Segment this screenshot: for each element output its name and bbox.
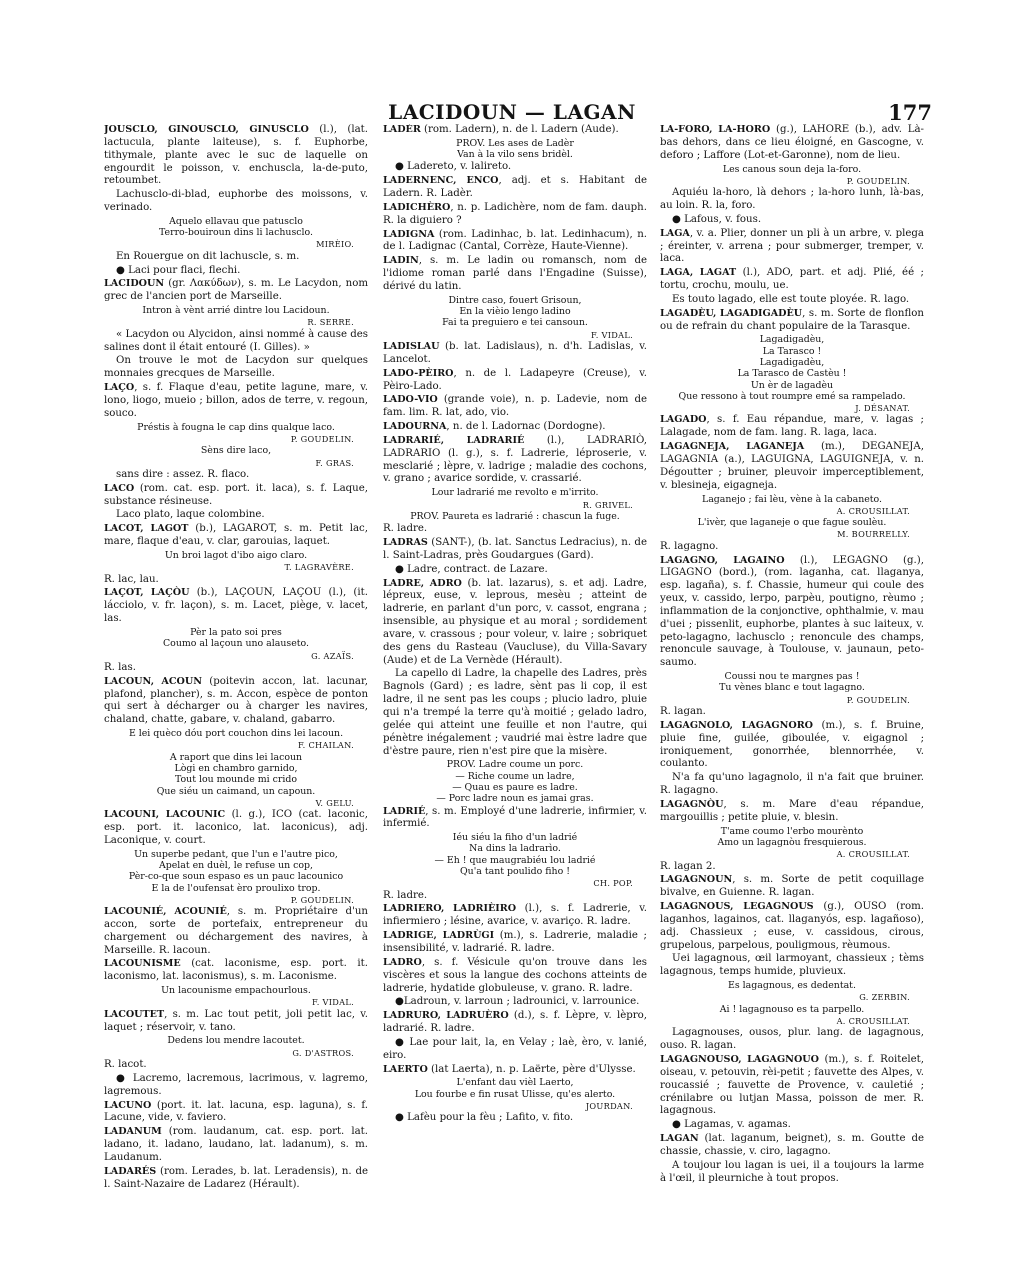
dictionary-entry [383,996,647,1009]
quotation: L'ivèr, que laganeje o que fague soulèu. [697,517,887,529]
entry-headword: LADRIERO, LADRIÈIRO [383,903,517,915]
quotation-author: P. GOUDELIN. [290,894,354,905]
entry-headword: LADIGNA [383,228,435,240]
entry-headword: LAGAN [660,1133,699,1145]
entry-text: ● Lagamas, v. agamas. [672,1119,791,1131]
quotation: Pèr la pato soi pres Coumo al laçoun uno alauseto. [163,626,309,650]
dictionary-entry [383,537,647,563]
dictionary-entry [383,903,647,929]
entry-text: , n. de l. Ladornac (Dordogne). [446,421,606,433]
entry-text: (rom. Lerades, b. lat. Leradensis), n. de l. Saint-Nazaire de Ladarez (Hérault). [104,1165,368,1190]
dictionary-entry [104,1166,368,1192]
dictionary-entry [104,587,368,626]
dictionary-entry [383,1037,647,1063]
quotation-author: R. GRIVEL. [582,499,633,510]
entry-text: ● Lae pour lait, la, en Velay ; laè, èro, v. lanié, eiro. [383,1036,647,1061]
entry-headword: LADARÉS [104,1165,157,1177]
quotation: L'enfant dau vièl Laerto, Lou fourbe e fin rusat Ulisse, qu'es alerto. [414,1077,616,1100]
entry-text: On trouve le mot de Lacydon sur quelques monnaies grecques de Marseille. [104,355,368,380]
entry-headword: LAGAGNOUSO, LAGAGNOUO [660,1054,820,1066]
quotation-author: CH. POP. [593,878,633,889]
entry-headword: LADRIÉ [383,805,426,817]
entry-text: (port. it. lat. lacuna, esp. laguna), s. f. Lacune, vide, v. faviero. [104,1099,368,1124]
dictionary-entry [660,555,924,671]
dictionary-entry [104,1073,368,1099]
entry-text: (m.), s. f. Roitelet, oiseau, v. petouvin, rèi-petit ; fauvette des Alpes, v. roucassié ; fauvette de Provence, v. cauletié ; crénilabre ou lutjan Massa, poisson de mer. R. lagagnous. [660,1054,924,1117]
entry-text: , n. de l. Ladapeyre (Creuse), v. Pèiro-Lado. [383,367,647,392]
quotation: Coussi nou te margnes pas ! Tu vènes blanc e tout lagagno. [719,671,865,694]
dictionary-entry [660,214,924,227]
dictionary-entry [660,228,924,267]
entry-text: Aquiéu la-horo, là dehors ; la-horo lunh, là-bas, au loin. R. la, foro. [660,187,924,211]
entry-text: (l.), LADRARIÒ, LADRARIO (l. g.), s. f. Ladrerie, léproserie, v. mesclarié ; lèpre, v. ladrige ; maladie des cochons, v. grano ; avarice sordide, v. crassarié. [383,434,647,485]
entry-headword: LAERTO [383,1063,428,1075]
entry-headword: LA-FORO, LA-HORO [660,124,771,135]
quotation: PROV. Ladre coume un porc. — Riche coume un ladre, — Quau es paure es ladre. — Porc ladre noun es jamai gras. [436,759,594,805]
entry-headword: LADANUM [104,1126,162,1138]
dictionary-entry [660,799,924,825]
entry-text: (b. lat. lazarus), s. et adj. Ladre, lépreux, euse, v. leprous, mesèu ; atteint de ladrerie, en parlant d'un porc, v. cassot, engrana ; insensible, au physique et au moral ; sordidement avare, v. crassous ; pour voleur, v. laire ; sobriquet des gens du Rasteau (Vaucluse), du Villa-Savary (Aude) et de La Vernède (Hérault). [383,577,647,666]
quotation-author: A. CROUSILLAT. [836,1016,910,1027]
entry-text: (rom. cat. esp. port. it. laca), s. f. Laque, substance résineuse. [104,482,368,507]
dictionary-entry [660,414,924,440]
dictionary-entry [104,1009,368,1035]
quotation: Sèns dire laco, [200,445,272,457]
entry-text: (rom. laudanum, cat. esp. port. lat. ladano, it. ladano, laudano, lat. ladanum), s. m. Laudanum. [104,1126,368,1163]
quotation: Lour ladrarié me revolto e m'irrito. [431,487,599,499]
quotation: Aquelo ellavau que patusclo Terro-bouiroun dins li lachusclo. [159,215,313,239]
entry-headword: LAGAGNO, LAGAINO [660,554,785,566]
quotation-author: F. VIDAL. [312,997,354,1008]
entry-headword: LACO [104,482,135,494]
dictionary-entry [104,958,368,984]
quotation: Les canous soun deja la-foro. [722,163,862,175]
entry-headword: LADRIGE, LADRÙGI [383,930,495,942]
entry-text: sans dire : assez. R. flaco. [116,468,250,480]
entry-text: (b.), LAGAROT, s. m. Petit lac, mare, flaque d'eau, v. clar, garouias, laquet. [104,523,368,548]
dictionary-entry [660,267,924,293]
entry-text: (m.), DEGANEJA, LAGAGNIA (a.), LAGUIGNA, LAGUIGNEJA, v. n. Dégoutter ; bruiner, pleuvoir imperceptiblement, v. blesineja, eigagneja. [660,441,924,491]
entry-text: (d.), s. f. Lèpre, v. lèpro, ladrarié. R. ladre. [383,1010,647,1035]
entry-text: (rom. Ladern), n. de l. Ladern (Aude). [420,124,619,135]
quotation: Intron à vènt arrié dintre lou Lacidoun. [142,305,330,317]
dictionary-entry [383,255,647,294]
entry-text: (l.), ADO, part. et adj. Plié, éé ; tortu, crochu, moulu, ue. [660,267,924,292]
entry-headword: LAGAGNOLO, LAGAGNORO [660,719,814,731]
etymology-reference: R. lacot. [104,1059,147,1071]
dictionary-entry [383,435,647,486]
etymology-reference: R. lac, lau. [104,573,159,585]
entry-text: (b. lat. Ladislaus), n. d'h. Ladislas, v. Lancelot. [383,341,647,365]
entry-headword: LADRE, ADRO [383,577,462,589]
entry-headword: LAGA [660,227,690,239]
dictionary-entry [383,202,647,228]
quotation-author: JOURDAN. [585,1101,633,1112]
running-head: LACIDOUN — LAGAN [388,100,636,124]
quotation: Un lacounisme empachourlous. [161,985,311,997]
quotation-author: F. GRAS. [315,457,354,468]
entry-text: , s. m. Propriétaire d'un accon, sorte de portefaix, entrepreneur du chargement ou déchargement des navires, à Marseille. R. lacoun. [104,906,368,956]
entry-text: (SANT-), (b. lat. Sanctus Ledracius), n. de l. Saint-Ladras, près Goudargues (Gard). [383,537,647,561]
entry-text: ● Lafèu pour la fèu ; Lafito, v. fito. [395,1112,574,1124]
dictionary-entry [104,265,368,278]
entry-text: , s. m. Employé d'une ladrerie, infirmier, v. infermié. [383,805,647,830]
quotation: Dedens lou mendre lacoutet. [167,1035,305,1047]
entry-headword: LADO-PÈIRO [383,367,454,379]
entry-headword: LADICHÈRO [383,201,451,213]
entry-headword: LADO-VIO [383,394,438,406]
dictionary-entry [383,368,647,394]
quotation: Dintre caso, fouert Grisoun, En la vièio lengo ladino Fai ta preguiero e tei cansoun. [442,294,588,329]
entry-headword: LADIN [383,255,419,267]
entry-text: (l.), s. f. Ladrerie, v. infiermiero ; lésine, avarice, v. avariço. R. ladre. [383,903,647,928]
entry-headword: LAÇO [104,382,135,394]
entry-text: (l. g.), ICO (cat. laconic, esp. port. it. laconico, lat. laconicus), adj. Laconique, v. court. [104,809,368,846]
entry-text: En Rouergue on dit lachuscle, s. m. [116,250,300,262]
dictionary-entry [660,308,924,334]
entry-text: (m.), s. f. Bruine, pluie fine, guilée, giboulée, v. eigagnol ; ironiquement, gonorrhée, blennorrhée, v. coulanto. [660,719,924,770]
quotation-author: F. VIDAL. [591,329,633,340]
entry-headword: LAGADO [660,414,707,426]
quotation: Ai ! lagagnouso es ta parpello. [719,1003,865,1015]
etymology-reference: R. lagan. [660,706,706,718]
quotation-author: P. GOUDELIN. [290,433,354,444]
quotation: Préstis à fougna le cap dins qualque laco. [137,421,335,433]
entry-text: (lat Laerta), n. p. Laërte, père d'Ulysse. [427,1063,636,1075]
entry-headword: LADRAS [383,537,428,549]
quotation: Un broi lagot d'ibo aigo claro. [164,549,308,561]
entry-text: Laco plato, laque colombine. [116,509,265,521]
entry-headword: LAGAGNOUS, LEGAGNOUS [660,901,814,913]
etymology-reference: R. ladre. [383,523,428,535]
dictionary-entry [104,676,368,727]
dictionary-entry [660,124,924,163]
entry-text: ● Laci pour flaci, flechi. [116,264,241,276]
entry-text: (g.), OUSO (rom. laganhos, lagainos, cat. llaganyós, esp. lagañoso), adj. Chassieux ; euse, v. cassidous, cirous, grupelous, parpelous, pouligmous, rèumous. [660,901,924,951]
dictionary-entry [660,772,924,798]
entry-text: N'a fa qu'uno lagagnolo, il n'a fait que bruiner. R. lagagno. [660,772,924,797]
quotation: A raport que dins lei lacoun Lògi en chambro garnido, Tout lou mounde mi crido Que siéu un caimand, un capoun. [156,751,316,797]
entry-text: (l.), (lat. lactucula, plante laiteuse), s. f. Euphorbe, tithymale, plante avec le suc de laquelle on engourdit le poisson, v. enchuscla, la-de-puto, retoumbet. [104,124,368,187]
entry-headword: LADRARIÉ, LADRARIÉ [383,434,525,446]
quotation-author: P. GOUDELIN. [846,175,910,186]
entry-text: (lat. laganum, beignet), s. m. Goutte de chassie, chassie, v. ciro, lagagno. [660,1133,924,1157]
etymology-reference: R. las. [104,661,136,673]
dictionary-entry [383,161,647,174]
etymology-reference: R. ladre. [383,889,428,901]
dictionary-entry [660,1054,924,1118]
dictionary-entry [660,1119,924,1132]
entry-headword: LAGAGNEJA, LAGANEJA [660,441,805,453]
entry-headword: LAGAGNOUN [660,874,733,886]
column-middle [383,124,647,1224]
entry-text: (cat. laconisme, esp. port. it. laconismo, lat. laconismus), s. m. Laconisme. [104,958,368,983]
dictionary-entry [660,294,924,307]
entry-text: A toujour lou lagan is uei, il a toujours la larme à l'œil, il pleurniche à tout propos. [660,1159,924,1184]
entry-text: (rom. Ladinhac, b. lat. Ledinhacum), n. de l. Ladignac (Cantal, Corrèze, Haute-Vienne). [383,228,647,253]
entry-headword: JOUSCLO, GINOUSCLO, GINUSCLO [104,124,309,135]
entry-text: , s. f. Vésicule qu'on trouve dans les viscères et sous la langue des cochons atteints de ladrerie, hydatide globuleuse, v. grano. R. ladre. [383,956,647,994]
dictionary-entry [660,1027,924,1053]
dictionary-entry [104,329,368,355]
quotation: E lei quèco dóu port couchon dins lei lacoun. [128,728,344,740]
quotation-author: G. ZERBIN. [859,992,910,1003]
dictionary-entry [104,906,368,957]
etymology-reference: R. lagagno. [660,540,719,552]
dictionary-entry [383,564,647,577]
entry-text: (grande voie), n. p. Ladevie, nom de fam. lim. R. lat, ado, vio. [383,394,647,419]
entry-headword: LACOUTET [104,1008,165,1020]
entry-headword: LACOUN, ACOUN [104,675,202,687]
quotation: Iéu siéu la fiho d'un ladrié Na dins la ladrarìo. — Eh ! que maugrabiéu lou ladrié Qu'a tant poulido fiho ! [434,832,596,878]
entry-headword: LAGAGNÒU [660,798,724,810]
dictionary-entry [383,421,647,434]
dictionary-entry [660,720,924,771]
quotation-author: R. SERRE. [307,317,354,328]
dictionary-entry [383,1064,647,1077]
entry-text: (b.), LAÇOUN, LAÇOU (l.), (it. lácciolo, v. fr. laçon), s. m. Lacet, piège, v. lacet, las. [104,587,368,625]
entry-text: (l.), LEGAGNO (g.), LIGAGNO (bord.), (rom. laganha, cat. llaganya, esp. lagaña), s. f. Chassie, humeur qui coule des yeux, v. cassido, lerpo, parpèu, poutigno, rèumo ; inflammation de la conjonctive, ophthalmie, v. mau d'uei ; pissenlit, euphorbe, plantes à suc laiteux, v. peto-lagagno, lachusclo ; renoncule des champs, renoncule sauvage, à Toulouse, v. jaunaun, peto-saumo. [660,554,924,669]
quotation: Laganejo ; fai lèu, vène à la cabaneto. [701,493,883,505]
entry-headword: LADERNENC, ENCO [383,175,499,187]
dictionary-entry [383,124,647,137]
dictionary-entry [104,509,368,522]
dictionary-entry [104,469,368,482]
entry-headword: LADRO [383,956,422,968]
entry-text: (gr. Λακύδων), s. m. Le Lacydon, nom grec de l'ancien port de Marseille. [104,278,368,303]
quotation-author: T. LAGRAVÈRE. [284,562,354,573]
dictionary-entry [104,809,368,848]
dictionary-entry [660,1160,924,1186]
entry-text: , s. m. Mare d'eau répandue, margouillis ; petite pluie, v. blesin. [660,798,924,823]
entry-text: , s. m. Sorte de flonflon ou de refrain du chant populaire de la Tarasque. [660,307,924,332]
dictionary-entry [383,341,647,367]
dictionary-entry [660,874,924,900]
entry-text: Es touto lagado, elle est toute ployée. R. lago. [672,293,910,305]
entry-text: ● Ladre, contract. de Lazare. [395,563,548,575]
quotation: T'ame coumo l'erbo mourènto Amo un lagagnòu fresquierous. [717,825,867,848]
dictionary-entry [104,189,368,215]
entry-text: (g.), LAHORE (b.), adv. Là-bas dehors, dans ce lieu éloigné, en Gascogne, v. deforo ; Laffore (Lot-et-Garonne), nom de lieu. [660,124,924,161]
dictionary-entry [104,355,368,381]
entry-text: , s. m. Le ladin ou romansch, nom de l'idiome roman parlé dans l'Engadine (Suisse), dérivé du latin. [383,255,647,292]
entry-headword: LAÇOT, LAÇÒU [104,587,190,599]
entry-text: ● Lafous, v. fous. [672,213,762,225]
entry-headword: LAGADÈU, LAGADIGADÈU [660,307,803,319]
dictionary-entry [383,394,647,420]
dictionary-entry [104,382,368,421]
quotation-author: A. CROUSILLAT. [836,505,910,516]
entry-text: , s. f. Flaque d'eau, petite lagune, mare, v. lono, liogo, mueio ; billon, ados de terre, v. regoun, souco. [104,382,368,419]
entry-headword: LACIDOUN [104,278,165,290]
dictionary-entry [104,483,368,509]
entry-headword: LACOUNISME [104,958,181,970]
entry-text: , adj. et s. Habitant de Ladern. R. Ladèr. [383,175,647,200]
quotation: Lagadigadèu, La Tarasco ! Lagadigadèu, La Tarasco de Castèu ! Un èr de lagadèu Que ressono à tout roumpre emé sa rampelado. [678,334,906,402]
entry-text: , s. f. Eau répandue, mare, v. lagas ; Lalagade, nom de fam. lang. R. laga, laca. [660,414,924,439]
dictionary-entry [660,187,924,213]
dictionary-entry [660,441,924,492]
dictionary-entry [383,229,647,255]
column-left [104,124,368,1224]
dictionary-entry [383,930,647,956]
dictionary-entry [104,1126,368,1165]
entry-text: « Lacydon ou Alycidon, ainsi nommé à cause des salines dont il était entouré (I. Gilles). » [104,328,368,353]
dictionary-entry [660,953,924,979]
entry-headword: LADRURO, LADRUÈRO [383,1010,509,1022]
quotation: Un superbe pedant, que l'un e l'autre pico, Apelat en duèl, le refuse un cop, Pèr-co-que soun espaso es un pauc lacounico E la de l'oufensat èro proulixo trop. [128,848,344,894]
entry-headword: LACUNO [104,1099,152,1111]
entry-headword: LADOURNA [383,421,447,433]
dictionary-entry [660,1133,924,1159]
dictionary-entry [104,251,368,264]
quotation: PROV. Les ases de Ladèr Van à la vilo sens bridèl. [456,137,574,161]
dictionary-entry [383,806,647,832]
dictionary-entry [383,957,647,996]
quotation: Es lagagnous, es dedentat. [728,980,856,992]
quotation-author: A. CROUSILLAT. [836,849,910,860]
entry-text: ● Ladereto, v. lalireto. [395,161,512,173]
entry-headword: LACOUNI, LACOUNIC [104,809,226,821]
quotation-author: M. BOURRELLY. [837,529,910,540]
dictionary-entry [383,668,647,758]
dictionary-entry [383,175,647,201]
dictionary-entry [383,1112,647,1125]
entry-text: , s. m. Lac tout petit, joli petit lac, v. laquet ; réservoir, v. tano. [104,1008,368,1033]
dictionary-entry [104,523,368,549]
entry-text: (poitevin accon, lat. lacunar, plafond, plancher), s. m. Accon, espèce de ponton qui sert à décharger ou à charger les navires, chaland, chatte, gabare, v. chaland, gabarro. [104,675,368,726]
entry-headword: LACOUNIÉ, ACOUNIÉ [104,906,227,918]
quotation-author: MIRÈIO. [316,239,354,250]
entry-text: Uei lagagnous, œil larmoyant, chassieux ; tèms lagagnous, temps humide, pluvieux. [660,953,924,978]
dictionary-entry [383,578,647,668]
quotation-author: J. DÉSANAT. [855,403,910,414]
entry-text: La capello di Ladre, la chapelle des Ladres, près Bagnols (Gard) ; es ladre, sènt pas li cop, il est ladre, il ne sent pas les coups ; plucio ladro, pluie qui n'a trempé la terre qu'à moitié ; gelado ladro, gelée qui atteint une feuille et non l'autre, qui pénètre inégalement ; vaudrié mai èstre ladre que d'èstre paure, rien n'est pire que la misère. [383,668,647,757]
column-right [660,124,924,1224]
quotation-author: G. D'ASTROS. [292,1047,354,1058]
dictionary-entry [660,901,924,952]
entry-headword: LAGA, LAGAT [660,267,737,279]
quotation-author: F. CHAILAN. [297,740,354,751]
page-number: 177 [888,100,932,125]
entry-text: , s. m. Sorte de petit coquillage bivalve, en Guienne. R. lagan. [660,874,924,899]
quotation-author: V. GELU. [315,797,354,808]
entry-text: ● Lacremo, lacremous, lacrimous, v. lagremo, lagremous. [104,1072,368,1097]
entry-headword: LACOT, LAGOT [104,523,189,535]
entry-text: Lagagnouses, ousos, plur. lang. de lagagnous, ouso. R. lagan. [660,1027,924,1052]
entry-text: , n. p. Ladichère, nom de fam. dauph. R. la diguiero ? [383,201,647,226]
entry-text: , v. a. Plier, donner un pli à un arbre, v. plega ; éreinter, v. arrena ; pour submerger, tremper, v. laca. [660,227,924,265]
dictionary-entry [104,278,368,304]
quotation-author: P. GOUDELIN. [846,694,910,705]
entry-text: Lachusclo-di-blad, euphorbe des moissons, v. verinado. [104,189,368,214]
dictionary-entry [104,1100,368,1126]
dictionary-entry [104,124,368,188]
entry-text: (m.), s. Ladrerie, maladie ; insensibilité, v. ladrarié. R. ladre. [383,930,647,955]
quotation: PROV. Paureta es ladrarié : chascun la fuge. [410,510,620,522]
quotation-author: G. AZAÏS. [311,650,354,661]
etymology-reference: R. lagan 2. [660,860,716,872]
entry-headword: LADISLAU [383,341,440,353]
dictionary-entry [383,1010,647,1036]
entry-headword: LADÈR [383,124,421,135]
entry-text: ●Ladroun, v. larroun ; ladrounici, v. larrounice. [395,996,640,1008]
